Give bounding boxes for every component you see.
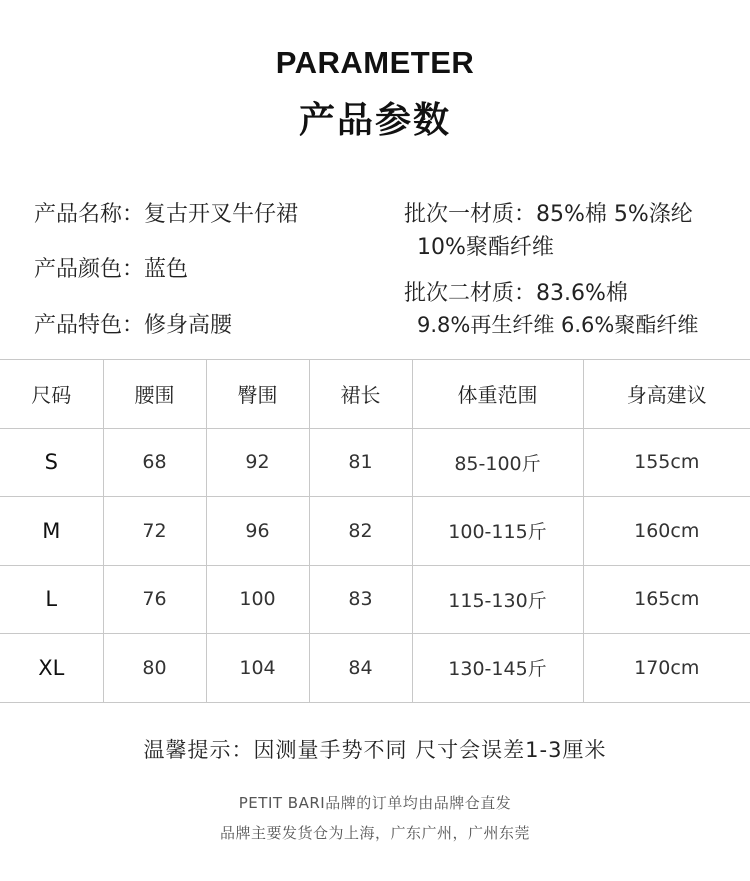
cell-height: 170cm [583, 634, 750, 703]
cell-hip: 92 [206, 428, 309, 497]
table-row [0, 428, 750, 497]
size-table [0, 359, 750, 703]
table-row [0, 497, 750, 566]
title-chinese: 产品参数 [298, 100, 451, 141]
product-name-label: 产品名称： [34, 202, 145, 227]
cell-waist: 76 [103, 565, 206, 634]
shipping-note-2: 品牌主要发货仓为上海，广东广州，广州东莞 [219, 824, 530, 842]
header-waist: 腰围 [103, 360, 206, 429]
material-batch2-line1: 83.6%棉 [536, 281, 628, 306]
cell-weight: 85-100斤 [412, 428, 583, 497]
product-name [34, 197, 298, 228]
cell-weight: 100-115斤 [412, 497, 583, 566]
cell-waist: 72 [103, 497, 206, 566]
product-color [34, 252, 188, 283]
product-name-value: 复古开叉牛仔裙 [144, 202, 299, 227]
cell-size: L [0, 565, 103, 634]
material-batch1-line1: 85%棉 5%涤纶 [536, 202, 693, 227]
measurement-tip: 温馨提示：因测量手势不同 尺寸会误差1-3厘米 [143, 738, 607, 762]
product-feature [34, 308, 232, 339]
table-row [0, 565, 750, 634]
header-length: 裙长 [309, 360, 412, 429]
material-batch1 [404, 197, 693, 228]
cell-hip: 104 [206, 634, 309, 703]
cell-waist: 68 [103, 428, 206, 497]
material-batch2-line2: 9.8%再生纤维 6.6%聚酯纤维 [417, 313, 699, 337]
header-hip: 臀围 [206, 360, 309, 429]
cell-hip: 100 [206, 565, 309, 634]
cell-length: 81 [309, 428, 412, 497]
product-feature-value: 修身高腰 [144, 313, 233, 338]
cell-weight: 115-130斤 [412, 565, 583, 634]
material-batch2 [404, 276, 628, 307]
cell-height: 155cm [583, 428, 750, 497]
material-batch1-line2: 10%聚酯纤维 [417, 235, 554, 260]
cell-size: S [0, 428, 103, 497]
cell-waist: 80 [103, 634, 206, 703]
table-row [0, 634, 750, 703]
title-english: PARAMETER [275, 45, 475, 80]
cell-height: 165cm [583, 565, 750, 634]
cell-length: 83 [309, 565, 412, 634]
cell-hip: 96 [206, 497, 309, 566]
cell-length: 84 [309, 634, 412, 703]
cell-weight: 130-145斤 [412, 634, 583, 703]
material-batch2-label: 批次二材质： [404, 281, 537, 306]
product-color-value: 蓝色 [144, 257, 189, 282]
cell-size: M [0, 497, 103, 566]
header-size: 尺码 [0, 360, 103, 429]
cell-size: XL [0, 634, 103, 703]
table-header-row [0, 360, 750, 429]
header-height: 身高建议 [583, 360, 750, 429]
header-weight: 体重范围 [412, 360, 583, 429]
shipping-note-1: PETIT BARI品牌的订单均由品牌仓直发 [238, 794, 512, 812]
cell-height: 160cm [583, 497, 750, 566]
material-batch1-label: 批次一材质： [404, 202, 537, 227]
product-color-label: 产品颜色： [34, 257, 145, 282]
product-feature-label: 产品特色： [34, 313, 145, 338]
cell-length: 82 [309, 497, 412, 566]
